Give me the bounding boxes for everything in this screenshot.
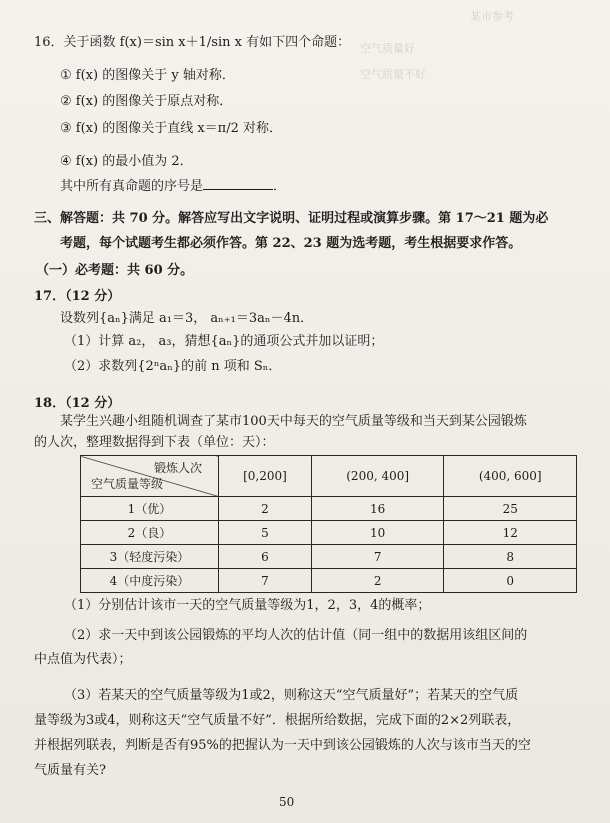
q17-part1: （1）计算 a₂， a₃，猜想{aₙ}的通项公式并加以证明；	[64, 334, 384, 349]
table-cell: 10	[311, 521, 444, 545]
table-cell: 6	[219, 545, 312, 569]
q16-stem: 16．关于函数 f(x)＝sin x＋1/sin x 有如下四个命题：	[34, 35, 351, 50]
q16-option-3: ③ f(x) 的图像关于直线 x＝π/2 对称．	[60, 121, 282, 136]
table-cell: 2	[219, 497, 312, 521]
q16-prompt-text: 其中所有真命题的序号是	[60, 179, 204, 194]
q18-part1: （1）分别估计该市一天的空气质量等级为1，2，3，4的概率；	[64, 598, 431, 613]
q16-answer-prompt	[60, 177, 286, 196]
q17-stem: 设数列{aₙ}满足 a₁＝3， aₙ₊₁＝3aₙ－4n．	[60, 311, 314, 326]
bleed-through-text: 空气质量好	[360, 42, 415, 55]
table-cell: 5	[219, 521, 312, 545]
corner-label-bottom: 空气质量等级	[91, 477, 164, 491]
q18-header: 18．（12 分）	[34, 396, 121, 411]
row-label: 1（优）	[81, 497, 219, 521]
table-cell: 25	[444, 497, 577, 521]
q18-intro-line1: 某学生兴趣小组随机调查了某市100天中每天的空气质量等级和当天到某公园锻炼	[60, 414, 527, 429]
q18-part2-line1: （2）求一天中到该公园锻炼的平均人次的估计值（同一组中的数据用该组区间的	[64, 628, 528, 643]
q18-part3-line1: （3）若某天的空气质量等级为1或2，则称这天“空气质量好”；若某天的空气质	[64, 688, 519, 703]
q18-part3-line4: 气质量有关?	[34, 763, 106, 778]
table-corner-cell	[81, 456, 219, 497]
page-number: 50	[279, 795, 295, 809]
table-row	[81, 497, 577, 521]
table-cell: 7	[311, 545, 444, 569]
table-row	[81, 569, 577, 593]
row-label: 3（轻度污染）	[81, 545, 219, 569]
column-header: (200, 400]	[311, 456, 444, 497]
bleed-through-text: 空气质量不好	[360, 68, 426, 81]
table-cell: 0	[444, 569, 577, 593]
corner-label-top: 锻炼人次	[153, 461, 202, 475]
q16-option-2: ② f(x) 的图像关于原点对称．	[60, 94, 233, 109]
q18-part3-line2: 量等级为3或4，则称这天“空气质量不好”．根据所给数据，完成下面的2×2列联表，	[34, 713, 521, 728]
row-label: 4（中度污染）	[81, 569, 219, 593]
q17-part2: （2）求数列{2ⁿaₙ}的前 n 项和 Sₙ．	[64, 359, 282, 374]
table-cell: 2	[311, 569, 444, 593]
table-row	[81, 521, 577, 545]
table-cell: 12	[444, 521, 577, 545]
q16-option-1: ① f(x) 的图像关于 y 轴对称．	[60, 68, 235, 83]
q18-part2-line2: 中点值为代表）；	[34, 652, 132, 667]
section3-subheading: （一）必考题：共 60 分。	[36, 263, 194, 278]
q16-prompt-end: ．	[273, 179, 287, 194]
section3-instructions-line2: 考题，每个试题考生都必须作答。第 22、23 题为选考题，考生根据要求作答。	[60, 236, 522, 251]
row-label: 2（良）	[81, 521, 219, 545]
q17-header: 17．（12 分）	[34, 289, 121, 304]
air-quality-table	[80, 455, 577, 593]
bleed-through-text: 某市参考	[470, 10, 514, 23]
table-header-row	[81, 456, 577, 497]
column-header: (400, 600]	[444, 456, 577, 497]
answer-blank	[203, 177, 273, 190]
q18-intro-line2: 的人次，整理数据得到下表（单位：天）：	[34, 435, 275, 450]
section3-instructions-line1: 三、解答题：共 70 分。解答应写出文字说明、证明过程或演算步骤。第 17～21 题为必	[34, 211, 549, 226]
table-cell: 7	[219, 569, 312, 593]
q16-option-4: ④ f(x) 的最小值为 2．	[60, 154, 193, 169]
q18-part3-line3: 并根据列联表，判断是否有95%的把握认为一天中到该公园锻炼的人次与该市当天的空	[34, 738, 531, 753]
column-header: [0,200]	[219, 456, 312, 497]
table-cell: 16	[311, 497, 444, 521]
table-cell: 8	[444, 545, 577, 569]
table-row	[81, 545, 577, 569]
